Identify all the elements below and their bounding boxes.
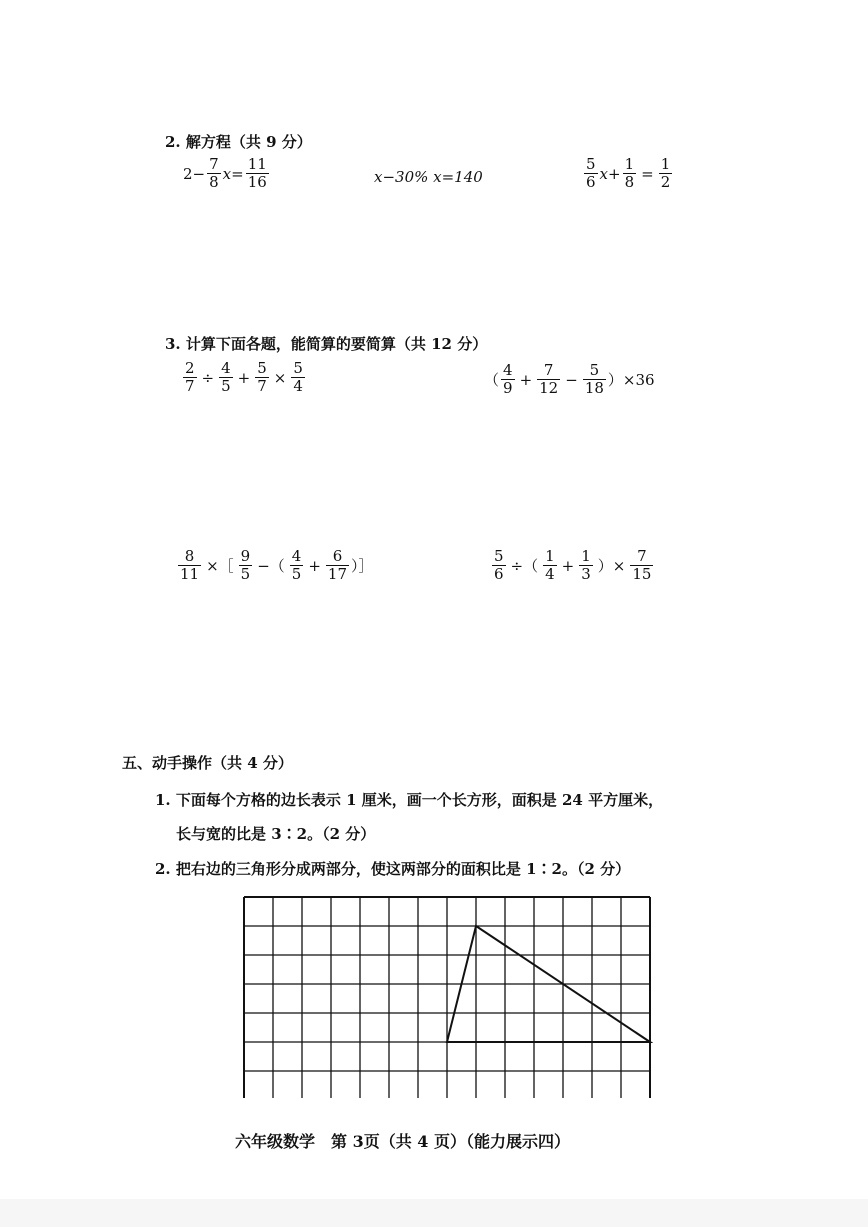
operator: + [237, 368, 251, 387]
problem-2 [484, 362, 655, 397]
section2-heading: 2. 解方程（共 9 分） [165, 133, 312, 151]
operator: + [561, 556, 575, 575]
fraction: $\frac{4}{5}$ [291, 547, 302, 583]
square-grid [243, 896, 653, 1098]
eq2-text: x−30% x=140 [374, 168, 483, 186]
fraction: $\frac{8}{11}$ [180, 547, 200, 583]
operator: ÷（ [510, 557, 539, 575]
fraction: $\frac{5}{6}$ [586, 155, 596, 191]
fraction: $\frac{1}{2}$ [660, 155, 671, 191]
eq1-lead: 2− [183, 164, 206, 183]
section5-heading: 五、动手操作（共 4 分） [122, 754, 293, 772]
operator: ）× [597, 557, 626, 575]
question-1-line-1: 1. 下面每个方格的边长表示 1 厘米，画一个长方形，面积是 24 平方厘米， [155, 791, 664, 809]
fraction: $\frac{4}{5}$ [221, 359, 231, 395]
fraction: $\frac{11}{16}$ [247, 155, 267, 191]
problem-4 [490, 548, 655, 583]
question-2: 2. 把右边的三角形分成两部分，使这两部分的面积比是 1∶2。（2 分） [155, 860, 631, 878]
equation-2 [374, 168, 483, 186]
question-1-line-2: 长与宽的比是 3∶2。（2 分） [176, 825, 376, 843]
eq3-equals: = [641, 164, 654, 183]
operator: ÷ [201, 368, 215, 387]
fraction: $\frac{4}{9}$ [503, 361, 513, 397]
fraction: $\frac{7}{15}$ [632, 547, 652, 583]
operator: + [308, 556, 321, 575]
fraction: $\frac{1}{4}$ [545, 547, 555, 583]
eq3-mid: x+ [599, 164, 621, 183]
equation-3 [582, 156, 674, 191]
fraction: $\frac{5}{4}$ [293, 359, 303, 395]
fraction: $\frac{5}{6}$ [494, 547, 504, 583]
section3-heading: 3. 计算下面各题，能简算的要简算（共 12 分） [165, 335, 488, 353]
equation-1 [183, 156, 271, 191]
fraction: $\frac{5}{18}$ [584, 361, 604, 397]
grid-lines [244, 897, 650, 1098]
problem-1 [181, 360, 307, 395]
operator: ×［ [206, 557, 234, 575]
operator: − [565, 370, 578, 389]
operator: ）×36 [607, 371, 655, 389]
operator: + [519, 370, 533, 389]
operator: ）］ [351, 557, 374, 575]
fraction: $\frac{6}{17}$ [327, 547, 348, 583]
fraction: $\frac{1}{3}$ [581, 547, 591, 583]
operator: （ [484, 371, 500, 389]
operator: × [273, 368, 287, 387]
page-footer: 六年级数学 第 3页（共 4 页）（能力展示四） [235, 1132, 570, 1151]
fraction: $\frac{2}{7}$ [185, 359, 195, 395]
fraction: $\frac{1}{8}$ [624, 155, 635, 191]
fraction: $\frac{7}{12}$ [539, 361, 559, 397]
bottom-margin-strip [0, 1199, 868, 1227]
fraction: $\frac{5}{7}$ [257, 359, 267, 395]
fraction: $\frac{9}{5}$ [240, 547, 251, 583]
eq1-mid: x= [222, 164, 244, 183]
fraction: $\frac{7}{8}$ [209, 155, 219, 191]
operator: −（ [257, 557, 285, 575]
problem-3 [176, 548, 374, 583]
